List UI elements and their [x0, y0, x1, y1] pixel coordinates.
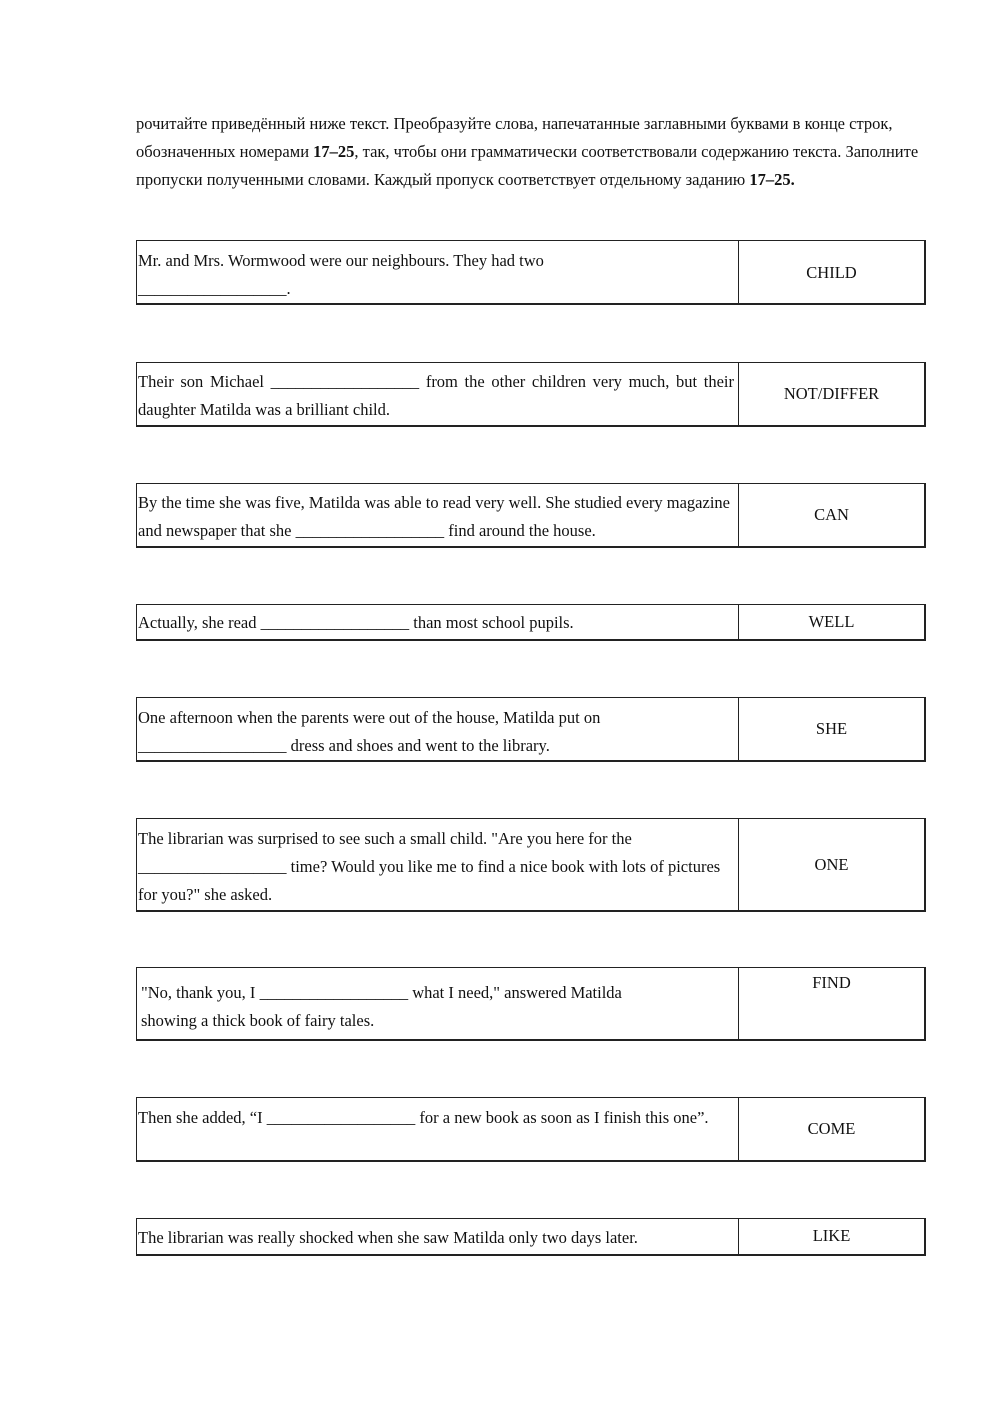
- keyword: SHE: [815, 719, 848, 738]
- instructions: [136, 110, 946, 194]
- task-box-9: [136, 1218, 926, 1256]
- answer-blank[interactable]: __________________: [295, 521, 445, 540]
- answer-blank[interactable]: __________________: [138, 279, 287, 298]
- task-sentence: The librarian was really shocked when she saw Matilda only two days later.: [137, 1219, 739, 1254]
- task-sentence: Actually, she read __________________ than most school pupils.: [137, 605, 739, 639]
- keyword: NOT/DIFFER: [783, 384, 880, 403]
- keyword: FIND: [812, 973, 851, 992]
- task-sentence: Mr. and Mrs. Wormwood were our neighbours. They had two __________________.: [137, 241, 739, 303]
- task-range-2: 17–25.: [749, 170, 795, 189]
- task-box-3: [136, 483, 926, 548]
- keyword: COME: [807, 1119, 856, 1138]
- answer-blank[interactable]: __________________: [138, 857, 287, 876]
- answer-blank[interactable]: __________________: [138, 736, 287, 755]
- task-sentence: By the time she was five, Matilda was able to read very well. She studied every magazine and newspaper that she __________________ find around the house.: [137, 484, 739, 546]
- task-box-6: [136, 818, 926, 912]
- answer-blank[interactable]: __________________: [266, 1108, 416, 1127]
- task-box-5: [136, 697, 926, 762]
- answer-blank[interactable]: __________________: [260, 613, 410, 632]
- task-box-2: [136, 362, 926, 427]
- keyword: LIKE: [812, 1226, 851, 1245]
- instructions-text-2: , так, чтобы они грамматически соответствовали содержанию текста. Заполните пропуски полученными словами. Каждый пропуск соответствует отдельному заданию: [136, 142, 919, 189]
- keyword: ONE: [814, 854, 849, 874]
- task-range: 17–25: [313, 142, 355, 161]
- task-sentence: "No, thank you, I __________________ what I need," answered Matilda showing a thick book of fairy tales.: [137, 968, 739, 1039]
- task-box-4: [136, 604, 926, 641]
- task-box-1: [136, 240, 926, 305]
- task-box-7: [136, 967, 926, 1041]
- keyword: WELL: [808, 612, 855, 631]
- task-sentence: One afternoon when the parents were out of the house, Matilda put on __________________ dress and shoes and went to the library.: [137, 698, 739, 760]
- task-sentence: Their son Michael __________________ from the other children very much, but their daughter Matilda was a brilliant child.: [137, 363, 739, 425]
- answer-blank[interactable]: __________________: [270, 372, 420, 391]
- answer-blank[interactable]: __________________: [259, 983, 409, 1002]
- task-sentence: Then she added, “I __________________ for a new book as soon as I finish this one”.: [137, 1098, 739, 1160]
- task-sentence: The librarian was surprised to see such a small child. "Are you here for the __________________ time? Would you like me to find a nice book with lots of pictures for you?" she asked.: [137, 819, 739, 910]
- task-box-8: [136, 1097, 926, 1162]
- keyword: CHILD: [806, 263, 857, 282]
- instructions-text: рочитайте приведённый ниже текст. Преобразуйте слова, напечатанные заглавными буквами в конце строк, обозначенных номерами: [136, 114, 893, 161]
- keyword: CAN: [814, 505, 849, 524]
